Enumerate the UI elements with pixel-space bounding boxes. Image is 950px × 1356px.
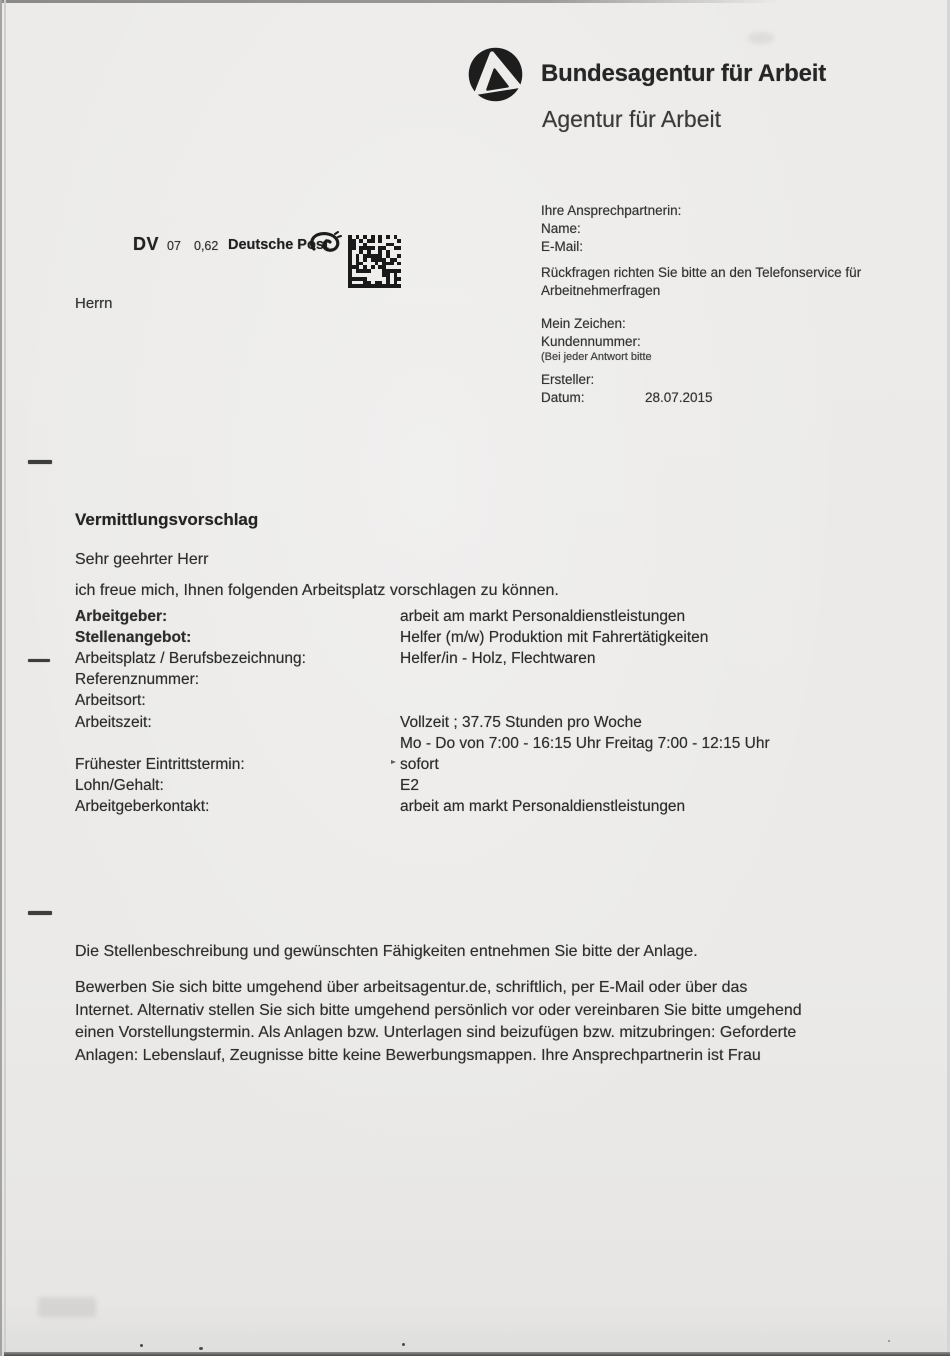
contact-label: Ihre Ansprechpartnerin: (541, 203, 682, 218)
detail-label: Arbeitsplatz / Berufsbezeichnung: (75, 650, 306, 667)
org-name: Bundesagentur für Arbeit (541, 60, 826, 87)
creator-label: Ersteller: (541, 372, 595, 387)
dust-speck (140, 1344, 143, 1347)
postage-value: 0,62 (194, 239, 219, 253)
detail-value: sofort (400, 756, 439, 773)
salutation: Sehr geehrter Herr (75, 551, 209, 568)
subject-line: Vermittlungsvorschlag (75, 510, 259, 529)
detail-label: Arbeitgeber: (75, 608, 168, 625)
bundesagentur-logo-icon (467, 46, 524, 103)
paragraph-line: einen Vorstellungstermin. Als Anlagen bzw. Unterlagen sind beizufügen bzw. mitzubringen: Geforderte (75, 1024, 797, 1041)
fold-mark-top (28, 460, 52, 464)
scan-edge-left-2 (4, 0, 6, 1356)
detail-value: arbeit am markt Personaldienstleistungen (400, 798, 686, 815)
date-label: Datum: (541, 390, 585, 405)
detail-label: Frühester Eintrittstermin: (75, 756, 245, 773)
scan-edge-top (0, 0, 780, 3)
date-value: 28.07.2015 (645, 390, 713, 405)
detail-label: Arbeitszeit: (75, 714, 152, 731)
dust-speck (199, 1347, 203, 1350)
detail-value: arbeit am markt Personaldienstleistungen (400, 608, 686, 625)
org-subtitle: Agentur für Arbeit (542, 106, 721, 132)
dust-speck (402, 1343, 405, 1346)
postage-carrier: Deutsche Post (228, 237, 329, 253)
detail-label: Referenznummer: (75, 671, 200, 688)
paragraph-line: Anlagen: Lebenslauf, Zeugnisse bitte keine Bewerbungsmappen. Ihre Ansprechpartnerin ist Frau (75, 1046, 761, 1064)
franking-datamatrix-barcode (348, 235, 402, 290)
postage-code: 07 (167, 239, 181, 253)
detail-label: Arbeitgeberkontakt: (75, 798, 210, 815)
attachment-note-paragraph: Die Stellenbeschreibung und gewünschten Fähigkeiten entnehmen Sie bitte der Anlage. (75, 943, 698, 960)
customer-number-label: Kundennummer: (541, 334, 641, 349)
detail-value-line2: Mo - Do von 7:00 - 16:15 Uhr Freitag 7:00 - 12:15 Uhr (400, 735, 770, 752)
detail-value: Helfer (m/w) Produktion mit Fahrertätigkeiten (400, 629, 709, 646)
postage-prefix: DV (133, 234, 160, 254)
handwritten-tick-mark (391, 760, 396, 764)
paragraph-line: Internet. Alternativ stellen Sie sich bitte umgehend persönlich vor oder vereinbaren Sie bitte umgehend (75, 1001, 802, 1019)
application-instructions-paragraph (75, 977, 915, 1067)
contact-email-label: E-Mail: (541, 239, 584, 254)
detail-value: Helfer/in - Holz, Flechtwaren (400, 650, 596, 667)
detail-value: E2 (400, 777, 419, 794)
customer-number-note: (Bei jeder Antwort bitte (541, 351, 652, 363)
detail-label: Stellenangebot: (75, 629, 192, 646)
fold-mark-bottom (28, 911, 52, 915)
reference-label: Mein Zeichen: (541, 316, 626, 331)
scan-edge-bottom (4, 1352, 950, 1356)
intro-line: ich freue mich, Ihnen folgenden Arbeitsplatz vorschlagen zu können. (75, 582, 559, 599)
phone-note-line2: Arbeitnehmerfragen (541, 283, 661, 298)
fold-mark-middle (28, 659, 50, 662)
posthorn-icon (308, 231, 342, 257)
detail-value: Vollzeit ; 37.75 Stunden pro Woche (400, 714, 642, 731)
paragraph-line: Bewerben Sie sich bitte umgehend über arbeitsagentur.de, schriftlich, per E-Mail oder über das (75, 979, 748, 996)
detail-label: Lohn/Gehalt: (75, 777, 164, 794)
scan-edge-left (0, 0, 2, 1356)
recipient-salutation: Herrn (75, 295, 113, 312)
detail-label: Arbeitsort: (75, 692, 146, 709)
phone-note-line1: Rückfragen richten Sie bitte an den Telefonservice für (541, 265, 862, 280)
dust-speck (888, 1340, 890, 1342)
faint-scan-smudge (748, 32, 774, 44)
contact-name-label: Name: (541, 221, 581, 236)
faint-print-smudge (38, 1297, 96, 1317)
